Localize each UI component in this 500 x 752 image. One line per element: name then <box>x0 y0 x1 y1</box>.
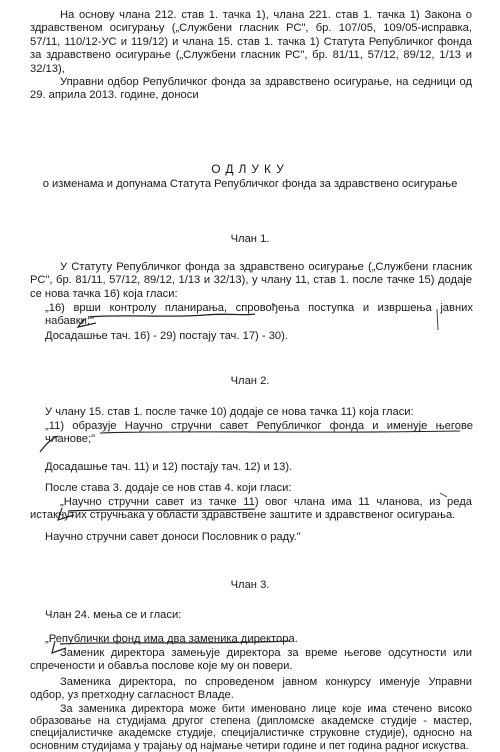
article-3-paragraph: Члан 24. мења се и гласи: <box>45 609 182 621</box>
article-2-title: Члан 2. <box>230 375 270 387</box>
article-3-deputy-appointment: Заменика директора, по спроведеном јавном конкурсу именује Управни одбор, уз претходну сагласност Владе. <box>30 676 472 702</box>
article-3-title: Члан 3. <box>230 579 270 591</box>
article-3-deputy-duties: Заменик директора замењује директора за време његове одсутности или спречености и обавља послове које му он повери. <box>30 647 472 673</box>
article-3-deputy-qualifications: За заменика директора може бити именовано лице које има стечено високо образовање на студијама другог степена (дипломске академске студије - мастер, специјалистичке академске студије, специјалистичке струковне студије), односно на основним студијама у трајању од најмање четири године и пет година радног искуства. <box>30 703 472 752</box>
article-3-quote-start: „Републички фонд има два заменика директора. <box>45 633 298 645</box>
decision-subtitle: о изменама и допунама Статута Републичког фонда за здравствено осигурање <box>42 178 458 190</box>
article-1-new-item: „16) врши контролу планирања, спровођења поступка и извршења јавних набавки;" <box>45 302 473 328</box>
article-2-new-item: „11) образује Научно стручни савет Републичког фонда и именује његове чланове;" <box>45 420 473 446</box>
decision-title: ОДЛУКУ <box>211 162 289 176</box>
board-paragraph: Управни одбор Републичког фонда за здравствено осигурање, на седници од 29. априла 2013. године, доноси <box>30 76 472 102</box>
article-2-rules-paragraph: Научно стручни савет доноси Пословник о раду." <box>45 531 301 543</box>
article-2-new-paragraph-intro: После става 3. додаје се нов став 4. који гласи: <box>45 482 292 494</box>
article-1-paragraph: У Статуту Републичког фонда за здравствено осигурање („Службени гласник РС", бр. 81/11, 57/12, 89/12, 1/13 и 32/13), у члану 11, став 1. после тачке 15) додаје се нова тачка 16) која гласи: <box>30 261 472 300</box>
article-1-title: Члан 1. <box>230 233 270 245</box>
article-2-renumbering: Досадашње тач. 11) и 12) постају тач. 12) и 13). <box>45 461 293 473</box>
preamble-paragraph: На основу члана 212. став 1. тачка 1), члана 221. став 1. тачка 1) Закона о здравственом осигурању („Службени гласник РС", бр. 107/05, 109/05-исправка, 57/11, 110/12-УС и 119/12) и члана 15. став 1. тачка 1) Статута Републичког фонда за здравствено осигурање („Службени гласник РС", бр. 81/11, 57/12, 89/12, 1/13 и 32/13), <box>30 9 472 75</box>
article-2-council-paragraph: „Научно стручни савет из тачке 11) овог члана има 11 чланова, из реда истакнутих стручњака у области здравствене заштите и здравственог осигурања. <box>30 496 472 522</box>
article-1-renumbering: Досадашње тач. 16) - 29) постају тач. 17) - 30). <box>45 330 288 342</box>
article-2-paragraph: У члану 15. став 1. после тачке 10) додаје се нова тачка 11) која гласи: <box>45 406 414 418</box>
